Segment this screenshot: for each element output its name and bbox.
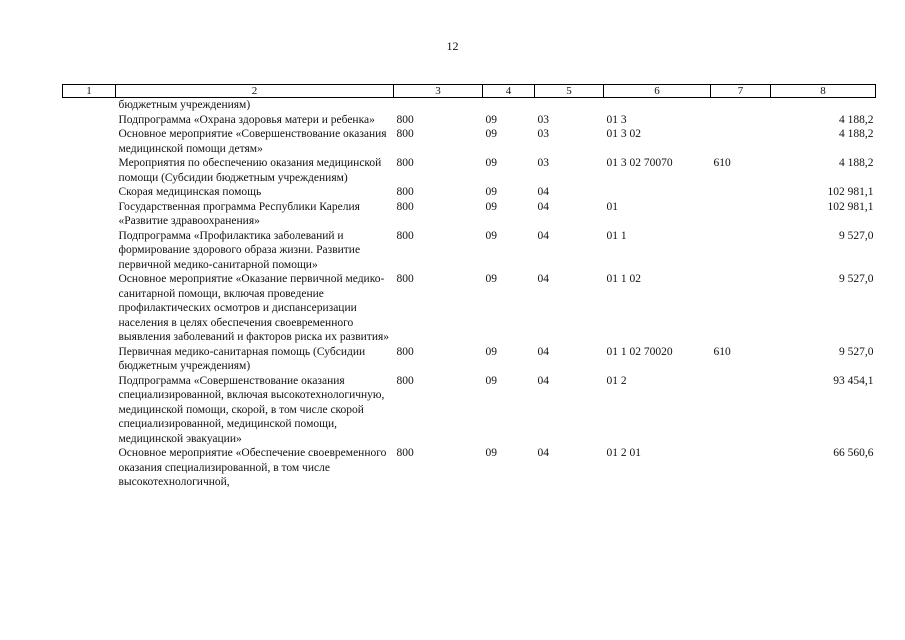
cell-target-article: 01 3 <box>606 113 627 126</box>
cell-target-article: 01 2 <box>606 374 627 387</box>
cell-name: Первичная медико-санитарная помощь (Субсидии бюджетным учреждениям) <box>118 345 366 372</box>
cell-subsection: 04 <box>537 186 549 198</box>
cell-amount: 102 981,1 <box>827 200 874 213</box>
cell-expense-type: 610 <box>713 157 731 169</box>
cell-expense-type <box>711 113 771 128</box>
cell-amount: 93 454,1 <box>833 374 874 387</box>
cell-ministry-code: 800 <box>396 229 414 242</box>
cell-name: Основное мероприятие «Совершенствование оказания медицинской помощи детям» <box>118 128 387 155</box>
cell-num <box>63 229 116 273</box>
col-header-3: 3 <box>394 85 483 98</box>
cell-name: Мероприятия по обеспечению оказания медицинской помощи (Субсидии бюджетным учреждениям) <box>118 157 382 184</box>
cell-num <box>63 127 116 156</box>
col-header-6: 6 <box>604 85 711 98</box>
cell-num <box>63 156 116 185</box>
cell-ministry-code: 800 <box>396 200 414 213</box>
cell-expense-type <box>711 272 771 345</box>
cell-amount: 4 188,2 <box>839 113 874 126</box>
cell-target-article: 01 3 02 <box>606 128 641 140</box>
table-row <box>63 156 876 185</box>
cell-target-article: 01 1 02 <box>606 273 641 285</box>
cell-num <box>63 200 116 229</box>
col-header-7: 7 <box>711 85 771 98</box>
cell-expense-type <box>711 200 771 229</box>
table-row <box>63 345 876 374</box>
cell-section <box>483 98 535 113</box>
cell-ministry-code: 800 <box>396 345 414 358</box>
cell-name: Подпрограмма «Совершенствование оказания специализированной, включая высокотехнологичную, медицинской помощи, скорой, в том числе скорой специализированной, медицинской помощи, медицинской эвакуации» <box>118 374 385 445</box>
cell-expense-type <box>711 185 771 200</box>
cell-expense-type: 610 <box>713 345 731 358</box>
cell-ministry-code: 800 <box>396 186 414 198</box>
cell-subsection: 03 <box>537 128 549 140</box>
cell-target-article <box>604 98 711 113</box>
cell-target-article: 01 1 <box>606 229 627 242</box>
table-row <box>63 272 876 345</box>
cell-name: Основное мероприятие «Оказание первичной медико-санитарной помощи, включая проведение профилактических осмотров и диспансеризации населения в целях обеспечения своевременного выявления заболеваний и факторов риска их развития» <box>118 273 390 343</box>
cell-section: 09 <box>485 128 497 140</box>
table-row <box>63 446 876 490</box>
cell-subsection <box>535 98 604 113</box>
cell-subsection: 04 <box>537 273 549 285</box>
cell-amount: 9 527,0 <box>839 229 874 242</box>
cell-amount: 9 527,0 <box>839 345 874 358</box>
table-header-row <box>63 85 876 98</box>
cell-subsection: 04 <box>537 229 549 242</box>
cell-amount: 9 527,0 <box>839 273 874 285</box>
col-header-8: 8 <box>771 85 876 98</box>
budget-table <box>62 84 876 490</box>
col-header-1: 1 <box>63 85 116 98</box>
page-number: 12 <box>446 39 459 53</box>
cell-subsection: 03 <box>537 157 549 169</box>
cell-ministry-code: 800 <box>396 447 414 459</box>
cell-ministry-code: 800 <box>396 113 414 126</box>
table-row <box>63 229 876 273</box>
cell-name: Скорая медицинская помощь <box>118 186 262 198</box>
cell-num <box>63 272 116 345</box>
cell-section: 09 <box>485 157 497 169</box>
col-header-4: 4 <box>483 85 535 98</box>
cell-target-article: 01 <box>606 200 618 213</box>
cell-section: 09 <box>485 229 497 242</box>
cell-name: Государственная программа Республики Карелия «Развитие здравоохранения» <box>118 200 360 227</box>
cell-subsection: 04 <box>537 374 549 387</box>
cell-subsection: 04 <box>537 345 549 358</box>
table-row <box>63 98 876 113</box>
cell-subsection: 03 <box>537 113 549 126</box>
cell-ministry-code: 800 <box>396 157 414 169</box>
cell-amount: 4 188,2 <box>839 157 874 169</box>
cell-name: Основное мероприятие «Обеспечение своевременного оказания специализированной, в том числе высокотехнологичной, <box>118 447 387 488</box>
cell-num <box>63 113 116 128</box>
cell-name: бюджетным учреждениям) <box>118 99 251 111</box>
cell-num <box>63 345 116 374</box>
cell-name: Подпрограмма «Профилактика заболеваний и формирование здорового образа жизни. Развитие первичной медико-санитарной помощи» <box>118 229 361 271</box>
cell-expense-type <box>711 229 771 273</box>
cell-section: 09 <box>485 113 497 126</box>
cell-section: 09 <box>485 447 497 459</box>
cell-ministry-code <box>394 98 483 113</box>
cell-section: 09 <box>485 273 497 285</box>
cell-name: Подпрограмма «Охрана здоровья матери и ребенка» <box>118 113 375 126</box>
cell-amount: 4 188,2 <box>839 128 874 140</box>
cell-num <box>63 374 116 447</box>
cell-expense-type <box>711 127 771 156</box>
table-row <box>63 374 876 447</box>
cell-target-article: 01 3 02 70070 <box>606 157 673 169</box>
cell-section: 09 <box>485 374 497 387</box>
cell-target-article: 01 2 01 <box>606 447 641 459</box>
cell-ministry-code: 800 <box>396 374 414 387</box>
cell-subsection: 04 <box>537 200 549 213</box>
col-header-5: 5 <box>535 85 604 98</box>
cell-expense-type <box>711 98 771 113</box>
cell-amount: 102 981,1 <box>827 186 874 198</box>
cell-section: 09 <box>485 186 497 198</box>
cell-section: 09 <box>485 200 497 213</box>
table-row <box>63 185 876 200</box>
cell-amount <box>771 98 876 113</box>
cell-num <box>63 185 116 200</box>
cell-ministry-code: 800 <box>396 128 414 140</box>
cell-target-article <box>604 185 711 200</box>
cell-num <box>63 446 116 490</box>
cell-target-article: 01 1 02 70020 <box>606 345 673 358</box>
cell-amount: 66 560,6 <box>833 447 874 459</box>
cell-ministry-code: 800 <box>396 273 414 285</box>
table-row <box>63 113 876 128</box>
col-header-2: 2 <box>116 85 394 98</box>
cell-num <box>63 98 116 113</box>
cell-expense-type <box>711 446 771 490</box>
cell-subsection: 04 <box>537 447 549 459</box>
cell-expense-type <box>711 374 771 447</box>
cell-section: 09 <box>485 345 497 358</box>
table-row <box>63 127 876 156</box>
table-row <box>63 200 876 229</box>
